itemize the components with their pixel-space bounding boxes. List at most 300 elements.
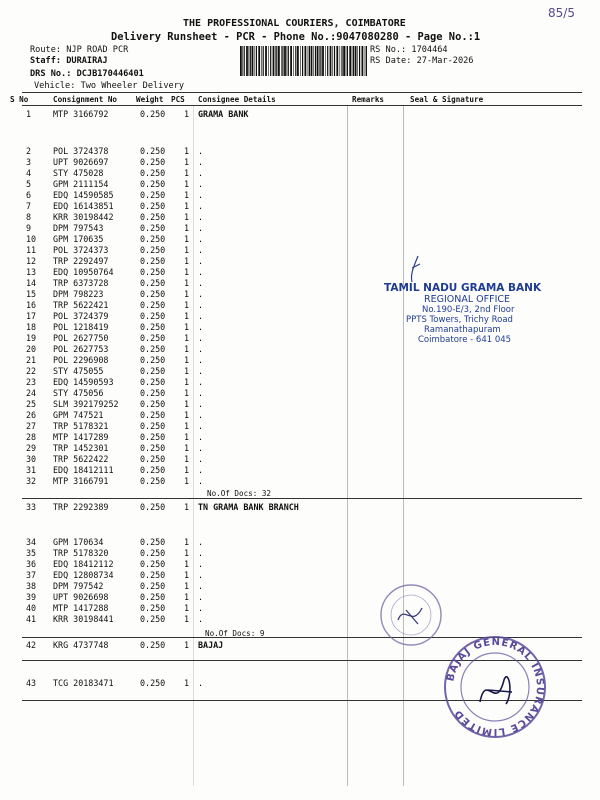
row-consignment-no: SLM 392179252 xyxy=(53,399,119,409)
row-weight: 0.250 xyxy=(140,465,166,475)
row-consignee: . xyxy=(198,256,204,266)
table-row xyxy=(0,592,600,603)
row-pcs: 1 xyxy=(184,377,190,387)
barcode-bar xyxy=(332,46,333,76)
row-consignee: . xyxy=(198,289,204,299)
row-consignee: . xyxy=(198,190,204,200)
barcode-bar xyxy=(290,46,292,76)
barcode-bar xyxy=(297,46,299,76)
row-sno: 3 xyxy=(26,157,32,167)
barcode-bar xyxy=(249,46,250,76)
row-sno: 1 xyxy=(26,109,32,119)
row-sno: 34 xyxy=(26,537,37,547)
rs-number: RS No.: 1704464 xyxy=(370,45,448,55)
table-row xyxy=(0,548,600,559)
row-sno: 37 xyxy=(26,570,37,580)
group-rule xyxy=(22,498,582,499)
row-weight: 0.250 xyxy=(140,570,166,580)
row-consignment-no: TRP 1452301 xyxy=(53,443,109,453)
row-pcs: 1 xyxy=(184,432,190,442)
row-consignee: . xyxy=(198,355,204,365)
row-sno: 36 xyxy=(26,559,37,569)
row-sno: 2 xyxy=(26,146,32,156)
row-pcs: 1 xyxy=(184,465,190,475)
barcode-bar xyxy=(263,46,264,76)
row-consignee: . xyxy=(198,179,204,189)
row-consignee: . xyxy=(198,421,204,431)
row-consignee: . xyxy=(198,278,204,288)
barcode-bar xyxy=(293,46,294,76)
row-sno: 41 xyxy=(26,614,37,624)
row-sno: 7 xyxy=(26,201,32,211)
barcode-bar xyxy=(340,46,341,76)
row-pcs: 1 xyxy=(184,333,190,343)
table-row xyxy=(0,432,600,443)
barcode-bar xyxy=(343,46,345,76)
row-sno: 18 xyxy=(26,322,37,332)
row-weight: 0.250 xyxy=(140,190,166,200)
row-consignee: . xyxy=(198,234,204,244)
row-sno: 35 xyxy=(26,548,37,558)
barcode-bar xyxy=(319,46,320,76)
row-consignment-no: TRP 2292389 xyxy=(53,502,109,512)
row-consignment-no: DPM 797543 xyxy=(53,223,104,233)
table-row xyxy=(0,212,600,223)
row-consignee: . xyxy=(198,570,204,580)
barcode-bar xyxy=(256,46,257,76)
barcode-bar xyxy=(302,46,303,76)
row-pcs: 1 xyxy=(184,168,190,178)
barcode-bar xyxy=(254,46,255,76)
row-consignment-no: UPT 9026698 xyxy=(53,592,109,602)
drs-number: DRS No.: DCJB170446401 xyxy=(30,69,144,79)
barcode-bar xyxy=(346,46,347,76)
barcode-bar xyxy=(258,46,260,76)
row-consignee: . xyxy=(198,603,204,613)
row-pcs: 1 xyxy=(184,322,190,332)
barcode-bar xyxy=(287,46,288,76)
row-consignment-no: EDQ 14590593 xyxy=(53,377,114,387)
row-pcs: 1 xyxy=(184,300,190,310)
row-pcs: 1 xyxy=(184,146,190,156)
col-weight: Weight xyxy=(136,95,164,104)
row-weight: 0.250 xyxy=(140,212,166,222)
row-pcs: 1 xyxy=(184,234,190,244)
row-consignment-no: STY 475028 xyxy=(53,168,104,178)
row-consignment-no: KRR 30198442 xyxy=(53,212,114,222)
row-weight: 0.250 xyxy=(140,289,166,299)
row-pcs: 1 xyxy=(184,212,190,222)
row-sno: 6 xyxy=(26,190,32,200)
table-row xyxy=(0,256,600,267)
header-bottom-rule xyxy=(22,105,582,106)
row-consignment-no: EDQ 14590585 xyxy=(53,190,114,200)
barcode-bar xyxy=(330,46,332,76)
row-weight: 0.250 xyxy=(140,267,166,277)
row-weight: 0.250 xyxy=(140,300,166,310)
row-sno: 12 xyxy=(26,256,37,266)
col-remarks: Remarks xyxy=(352,95,385,104)
barcode-bar xyxy=(365,46,366,76)
row-sno: 4 xyxy=(26,168,32,178)
row-pcs: 1 xyxy=(184,570,190,580)
row-pcs: 1 xyxy=(184,267,190,277)
table-row xyxy=(0,245,600,256)
table-row xyxy=(0,355,600,366)
row-weight: 0.250 xyxy=(140,168,166,178)
row-sno: 10 xyxy=(26,234,37,244)
table-row xyxy=(0,223,600,234)
table-row xyxy=(0,443,600,454)
barcode-bar xyxy=(240,46,242,76)
row-consignment-no: EDQ 16143851 xyxy=(53,201,114,211)
row-consignee: . xyxy=(198,548,204,558)
row-consignee: . xyxy=(198,245,204,255)
barcode-bar xyxy=(265,46,267,76)
row-consignment-no: POL 2627750 xyxy=(53,333,109,343)
row-consignment-no: GPM 170635 xyxy=(53,234,104,244)
group-doc-count: No.Of Docs: 9 xyxy=(205,629,265,638)
row-weight: 0.250 xyxy=(140,603,166,613)
barcode-bar xyxy=(261,46,262,76)
barcode-bar xyxy=(336,46,338,76)
row-sno: 23 xyxy=(26,377,37,387)
row-consignee: . xyxy=(198,388,204,398)
barcode-bar xyxy=(334,46,335,76)
barcode-bar xyxy=(244,46,245,76)
barcode-bar xyxy=(366,46,367,76)
row-sno: 15 xyxy=(26,289,37,299)
row-consignee: . xyxy=(198,311,204,321)
table-row xyxy=(0,421,600,432)
table-row xyxy=(0,614,600,625)
row-consignee: GRAMA BANK xyxy=(198,109,249,119)
table-row xyxy=(0,377,600,388)
row-sno: 28 xyxy=(26,432,37,442)
row-sno: 29 xyxy=(26,443,37,453)
row-weight: 0.250 xyxy=(140,223,166,233)
row-weight: 0.250 xyxy=(140,256,166,266)
row-pcs: 1 xyxy=(184,388,190,398)
barcode-bar xyxy=(341,46,342,76)
row-sno: 24 xyxy=(26,388,37,398)
row-weight: 0.250 xyxy=(140,109,166,119)
row-sno: 17 xyxy=(26,311,37,321)
row-consignee: . xyxy=(198,410,204,420)
row-weight: 0.250 xyxy=(140,581,166,591)
table-row xyxy=(0,267,600,278)
row-consignment-no: TRP 5622422 xyxy=(53,454,109,464)
row-consignment-no: TRP 6373728 xyxy=(53,278,109,288)
barcode-bar xyxy=(268,46,269,76)
bank-stamp-line5: Ramanathapuram xyxy=(424,325,501,335)
barcode-bar xyxy=(276,46,277,76)
row-pcs: 1 xyxy=(184,581,190,591)
barcode-bar xyxy=(250,46,251,76)
row-sno: 33 xyxy=(26,502,37,512)
row-consignment-no: TRP 5622421 xyxy=(53,300,109,310)
row-consignment-no: STY 475055 xyxy=(53,366,104,376)
table-row xyxy=(0,502,600,513)
row-consignee: . xyxy=(198,443,204,453)
table-row xyxy=(0,399,600,410)
barcode-bar xyxy=(246,46,248,76)
barcode-bar xyxy=(352,46,353,76)
row-consignment-no: EDQ 18412112 xyxy=(53,559,114,569)
barcode-bar xyxy=(315,46,316,76)
row-consignee: BAJAJ xyxy=(198,640,224,650)
row-weight: 0.250 xyxy=(140,355,166,365)
row-weight: 0.250 xyxy=(140,311,166,321)
runsheet-title: Delivery Runsheet - PCR - Phone No.:9047080280 - Page No.:1 xyxy=(111,31,481,43)
barcode-bar xyxy=(288,46,289,76)
row-consignment-no: EDQ 18412111 xyxy=(53,465,114,475)
company-title: THE PROFESSIONAL COURIERS, COIMBATORE xyxy=(183,18,406,29)
row-consignment-no: POL 3724373 xyxy=(53,245,109,255)
row-weight: 0.250 xyxy=(140,410,166,420)
row-consignee: . xyxy=(198,300,204,310)
row-consignment-no: TCG 20183471 xyxy=(53,678,114,688)
barcode-image xyxy=(240,46,368,76)
row-consignee: . xyxy=(198,465,204,475)
row-pcs: 1 xyxy=(184,223,190,233)
table-row xyxy=(0,537,600,548)
bajaj-seal-stamp xyxy=(440,632,550,742)
barcode-bar xyxy=(300,46,301,76)
row-consignee: . xyxy=(198,157,204,167)
row-consignee: . xyxy=(198,476,204,486)
row-consignment-no: TRP 2292497 xyxy=(53,256,109,266)
row-sno: 40 xyxy=(26,603,37,613)
row-weight: 0.250 xyxy=(140,377,166,387)
table-row xyxy=(0,234,600,245)
bajaj-seal-text: BAJAJ GENERAL INSURANCE LIMITED xyxy=(445,636,546,738)
row-weight: 0.250 xyxy=(140,614,166,624)
row-pcs: 1 xyxy=(184,278,190,288)
row-sno: 27 xyxy=(26,421,37,431)
row-sno: 9 xyxy=(26,223,32,233)
row-pcs: 1 xyxy=(184,311,190,321)
col-seal: Seal & Signature xyxy=(410,95,484,104)
row-weight: 0.250 xyxy=(140,344,166,354)
row-consignment-no: POL 2627753 xyxy=(53,344,109,354)
row-weight: 0.250 xyxy=(140,443,166,453)
row-weight: 0.250 xyxy=(140,201,166,211)
row-weight: 0.250 xyxy=(140,548,166,558)
row-pcs: 1 xyxy=(184,201,190,211)
row-sno: 43 xyxy=(26,678,37,688)
barcode-bar xyxy=(357,46,358,76)
barcode-bar xyxy=(278,46,280,76)
row-consignment-no: UPT 9026697 xyxy=(53,157,109,167)
row-weight: 0.250 xyxy=(140,157,166,167)
row-pcs: 1 xyxy=(184,157,190,167)
row-sno: 20 xyxy=(26,344,37,354)
barcode-bar xyxy=(284,46,286,76)
row-weight: 0.250 xyxy=(140,322,166,332)
row-consignee: . xyxy=(198,592,204,602)
row-consignee: . xyxy=(198,432,204,442)
barcode-bar xyxy=(273,46,275,76)
row-pcs: 1 xyxy=(184,245,190,255)
barcode-bar xyxy=(347,46,348,76)
row-weight: 0.250 xyxy=(140,366,166,376)
row-consignment-no: KRR 30198441 xyxy=(53,614,114,624)
row-pcs: 1 xyxy=(184,410,190,420)
row-consignee: . xyxy=(198,614,204,624)
row-weight: 0.250 xyxy=(140,559,166,569)
row-pcs: 1 xyxy=(184,109,190,119)
barcode-bar xyxy=(281,46,282,76)
row-weight: 0.250 xyxy=(140,388,166,398)
row-sno: 16 xyxy=(26,300,37,310)
corner-note: 85/5 xyxy=(548,6,575,20)
row-sno: 26 xyxy=(26,410,37,420)
barcode-bar xyxy=(305,46,307,76)
row-consignee: . xyxy=(198,559,204,569)
table-row xyxy=(0,109,600,120)
col-consignee: Consignee Details xyxy=(198,95,276,104)
row-pcs: 1 xyxy=(184,592,190,602)
bank-stamp-line2: REGIONAL OFFICE xyxy=(424,294,511,305)
row-consignee: . xyxy=(198,322,204,332)
barcode-bar xyxy=(320,46,321,76)
row-sno: 5 xyxy=(26,179,32,189)
row-consignment-no: TRP 5178321 xyxy=(53,421,109,431)
row-consignment-no: GPM 170634 xyxy=(53,537,104,547)
round-seal-stamp xyxy=(376,580,446,650)
row-consignee: . xyxy=(198,168,204,178)
table-row xyxy=(0,146,600,157)
row-consignment-no: MTP 1417289 xyxy=(53,432,109,442)
table-row xyxy=(0,603,600,614)
row-weight: 0.250 xyxy=(140,179,166,189)
row-consignee: . xyxy=(198,201,204,211)
table-row xyxy=(0,157,600,168)
col-sno: S No xyxy=(10,95,29,104)
barcode-bar xyxy=(325,46,326,76)
row-pcs: 1 xyxy=(184,366,190,376)
row-consignment-no: EDQ 12808734 xyxy=(53,570,114,580)
row-pcs: 1 xyxy=(184,559,190,569)
barcode-bar xyxy=(252,46,254,76)
row-pcs: 1 xyxy=(184,502,190,512)
row-consignee: . xyxy=(198,366,204,376)
svg-text:BAJAJ GENERAL INSURANCE LIMITE xyxy=(445,637,545,737)
barcode-bar xyxy=(275,46,276,76)
row-consignment-no: TRP 5178320 xyxy=(53,548,109,558)
row-weight: 0.250 xyxy=(140,234,166,244)
row-pcs: 1 xyxy=(184,421,190,431)
row-consignee: . xyxy=(198,377,204,387)
row-weight: 0.250 xyxy=(140,454,166,464)
row-consignee: . xyxy=(198,212,204,222)
row-pcs: 1 xyxy=(184,289,190,299)
row-sno: 13 xyxy=(26,267,37,277)
table-row xyxy=(0,366,600,377)
row-weight: 0.250 xyxy=(140,146,166,156)
row-consignee: . xyxy=(198,678,204,688)
row-consignee: TN GRAMA BANK BRANCH xyxy=(198,502,299,512)
row-consignment-no: POL 3724378 xyxy=(53,146,109,156)
row-sno: 21 xyxy=(26,355,37,365)
bank-stamp-line4: PPTS Towers, Trichy Road xyxy=(406,315,513,325)
group-doc-count: No.Of Docs: 32 xyxy=(207,489,272,498)
barcode-bar xyxy=(309,46,310,76)
row-weight: 0.250 xyxy=(140,278,166,288)
row-pcs: 1 xyxy=(184,678,190,688)
table-row xyxy=(0,179,600,190)
row-sno: 19 xyxy=(26,333,37,343)
row-pcs: 1 xyxy=(184,443,190,453)
barcode-bar xyxy=(270,46,271,76)
row-weight: 0.250 xyxy=(140,245,166,255)
table-row xyxy=(0,168,600,179)
barcode-bar xyxy=(311,46,313,76)
table-row xyxy=(0,581,600,592)
row-consignee: . xyxy=(198,333,204,343)
table-row xyxy=(0,190,600,201)
barcode-bar xyxy=(282,46,283,76)
row-pcs: 1 xyxy=(184,476,190,486)
table-row xyxy=(0,559,600,570)
row-weight: 0.250 xyxy=(140,537,166,547)
row-consignment-no: STY 475056 xyxy=(53,388,104,398)
row-pcs: 1 xyxy=(184,355,190,365)
barcode-bar xyxy=(322,46,324,76)
row-weight: 0.250 xyxy=(140,678,166,688)
row-sno: 25 xyxy=(26,399,37,409)
row-weight: 0.250 xyxy=(140,592,166,602)
table-row xyxy=(0,410,600,421)
row-consignment-no: MTP 1417288 xyxy=(53,603,109,613)
row-weight: 0.250 xyxy=(140,421,166,431)
row-consignee: . xyxy=(198,537,204,547)
bank-stamp-line1: TAMIL NADU GRAMA BANK xyxy=(384,282,542,294)
row-consignee: . xyxy=(198,344,204,354)
row-weight: 0.250 xyxy=(140,399,166,409)
barcode-bar xyxy=(359,46,360,76)
table-row xyxy=(0,344,600,355)
row-sno: 11 xyxy=(26,245,37,255)
row-weight: 0.250 xyxy=(140,502,166,512)
table-row xyxy=(0,465,600,476)
row-consignment-no: KRG 4737748 xyxy=(53,640,109,650)
row-consignment-no: MTP 3166792 xyxy=(53,109,109,119)
row-sno: 30 xyxy=(26,454,37,464)
table-row xyxy=(0,201,600,212)
row-consignment-no: DPM 797542 xyxy=(53,581,104,591)
row-pcs: 1 xyxy=(184,548,190,558)
row-consignee: . xyxy=(198,454,204,464)
row-weight: 0.250 xyxy=(140,432,166,442)
barcode-bar xyxy=(295,46,296,76)
row-consignment-no: MTP 3166791 xyxy=(53,476,109,486)
row-pcs: 1 xyxy=(184,190,190,200)
row-pcs: 1 xyxy=(184,256,190,266)
row-consignment-no: EDQ 10950764 xyxy=(53,267,114,277)
row-sno: 22 xyxy=(26,366,37,376)
vehicle-label: Vehicle: Two Wheeler Delivery xyxy=(34,81,185,91)
header-top-rule xyxy=(22,92,582,93)
table-row xyxy=(0,476,600,487)
row-consignment-no: GPM 747521 xyxy=(53,410,104,420)
row-sno: 39 xyxy=(26,592,37,602)
row-consignment-no: DPM 798223 xyxy=(53,289,104,299)
barcode-bar xyxy=(349,46,351,76)
row-weight: 0.250 xyxy=(140,476,166,486)
row-consignment-no: POL 3724379 xyxy=(53,311,109,321)
